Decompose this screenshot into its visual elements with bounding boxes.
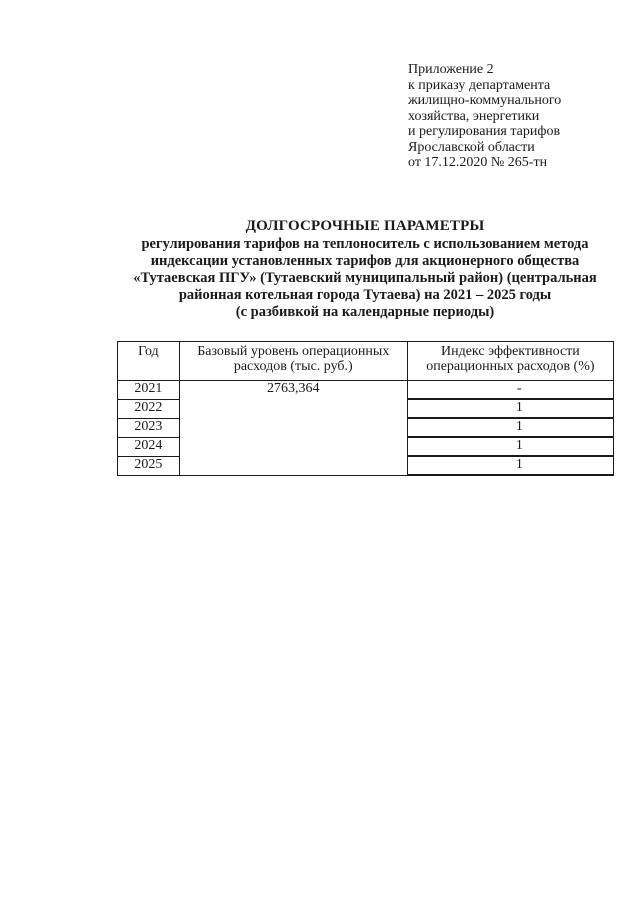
title-main: ДОЛГОСРОЧНЫЕ ПАРАМЕТРЫ (245, 218, 485, 234)
header-base-level: Базовый уровень операционных расходов (тыс. руб.) (179, 342, 407, 381)
appendix-line: жилищно-коммунального (408, 93, 562, 108)
year-cell: 2022 (118, 399, 180, 418)
table-header-row (118, 342, 614, 381)
base-level-cell: 2763,364 (179, 381, 407, 476)
table-row (118, 381, 614, 400)
index-cell: 1 (407, 456, 613, 475)
title-line: «Тутаевская ПГУ» (Тутаевский муниципальный район) (центральная (133, 270, 597, 286)
header-year: Год (118, 342, 180, 381)
parameters-table (117, 341, 614, 476)
title-line: регулирования тарифов на теплоноситель с использованием метода (141, 236, 589, 252)
index-cell: 1 (407, 399, 613, 418)
title-line: районная котельная города Тутаева) на 2021 – 2025 годы (178, 287, 552, 303)
year-cell: 2024 (118, 437, 180, 456)
appendix-line: хозяйства, энергетики (408, 108, 540, 124)
index-cell: 1 (407, 437, 613, 456)
appendix-line: Ярославской области (408, 139, 535, 155)
year-cell: 2025 (118, 456, 180, 475)
appendix-line: к приказу департамента (408, 77, 551, 93)
appendix-line: и регулирования тарифов (408, 124, 561, 139)
document-title (100, 218, 630, 321)
header-efficiency-index: Индекс эффективности операционных расходов (%) (407, 342, 613, 381)
title-line: индексации установленных тарифов для акционерного общества (150, 253, 580, 269)
title-line: (с разбивкой на календарные периоды) (235, 304, 495, 320)
index-cell: - (407, 381, 613, 400)
appendix-line: Приложение 2 (408, 62, 494, 77)
year-cell: 2021 (118, 381, 180, 400)
appendix-date-line: от 17.12.2020 № 265-тн (408, 155, 548, 170)
index-cell: 1 (407, 418, 613, 437)
appendix-block (408, 62, 628, 171)
year-cell: 2023 (118, 418, 180, 437)
